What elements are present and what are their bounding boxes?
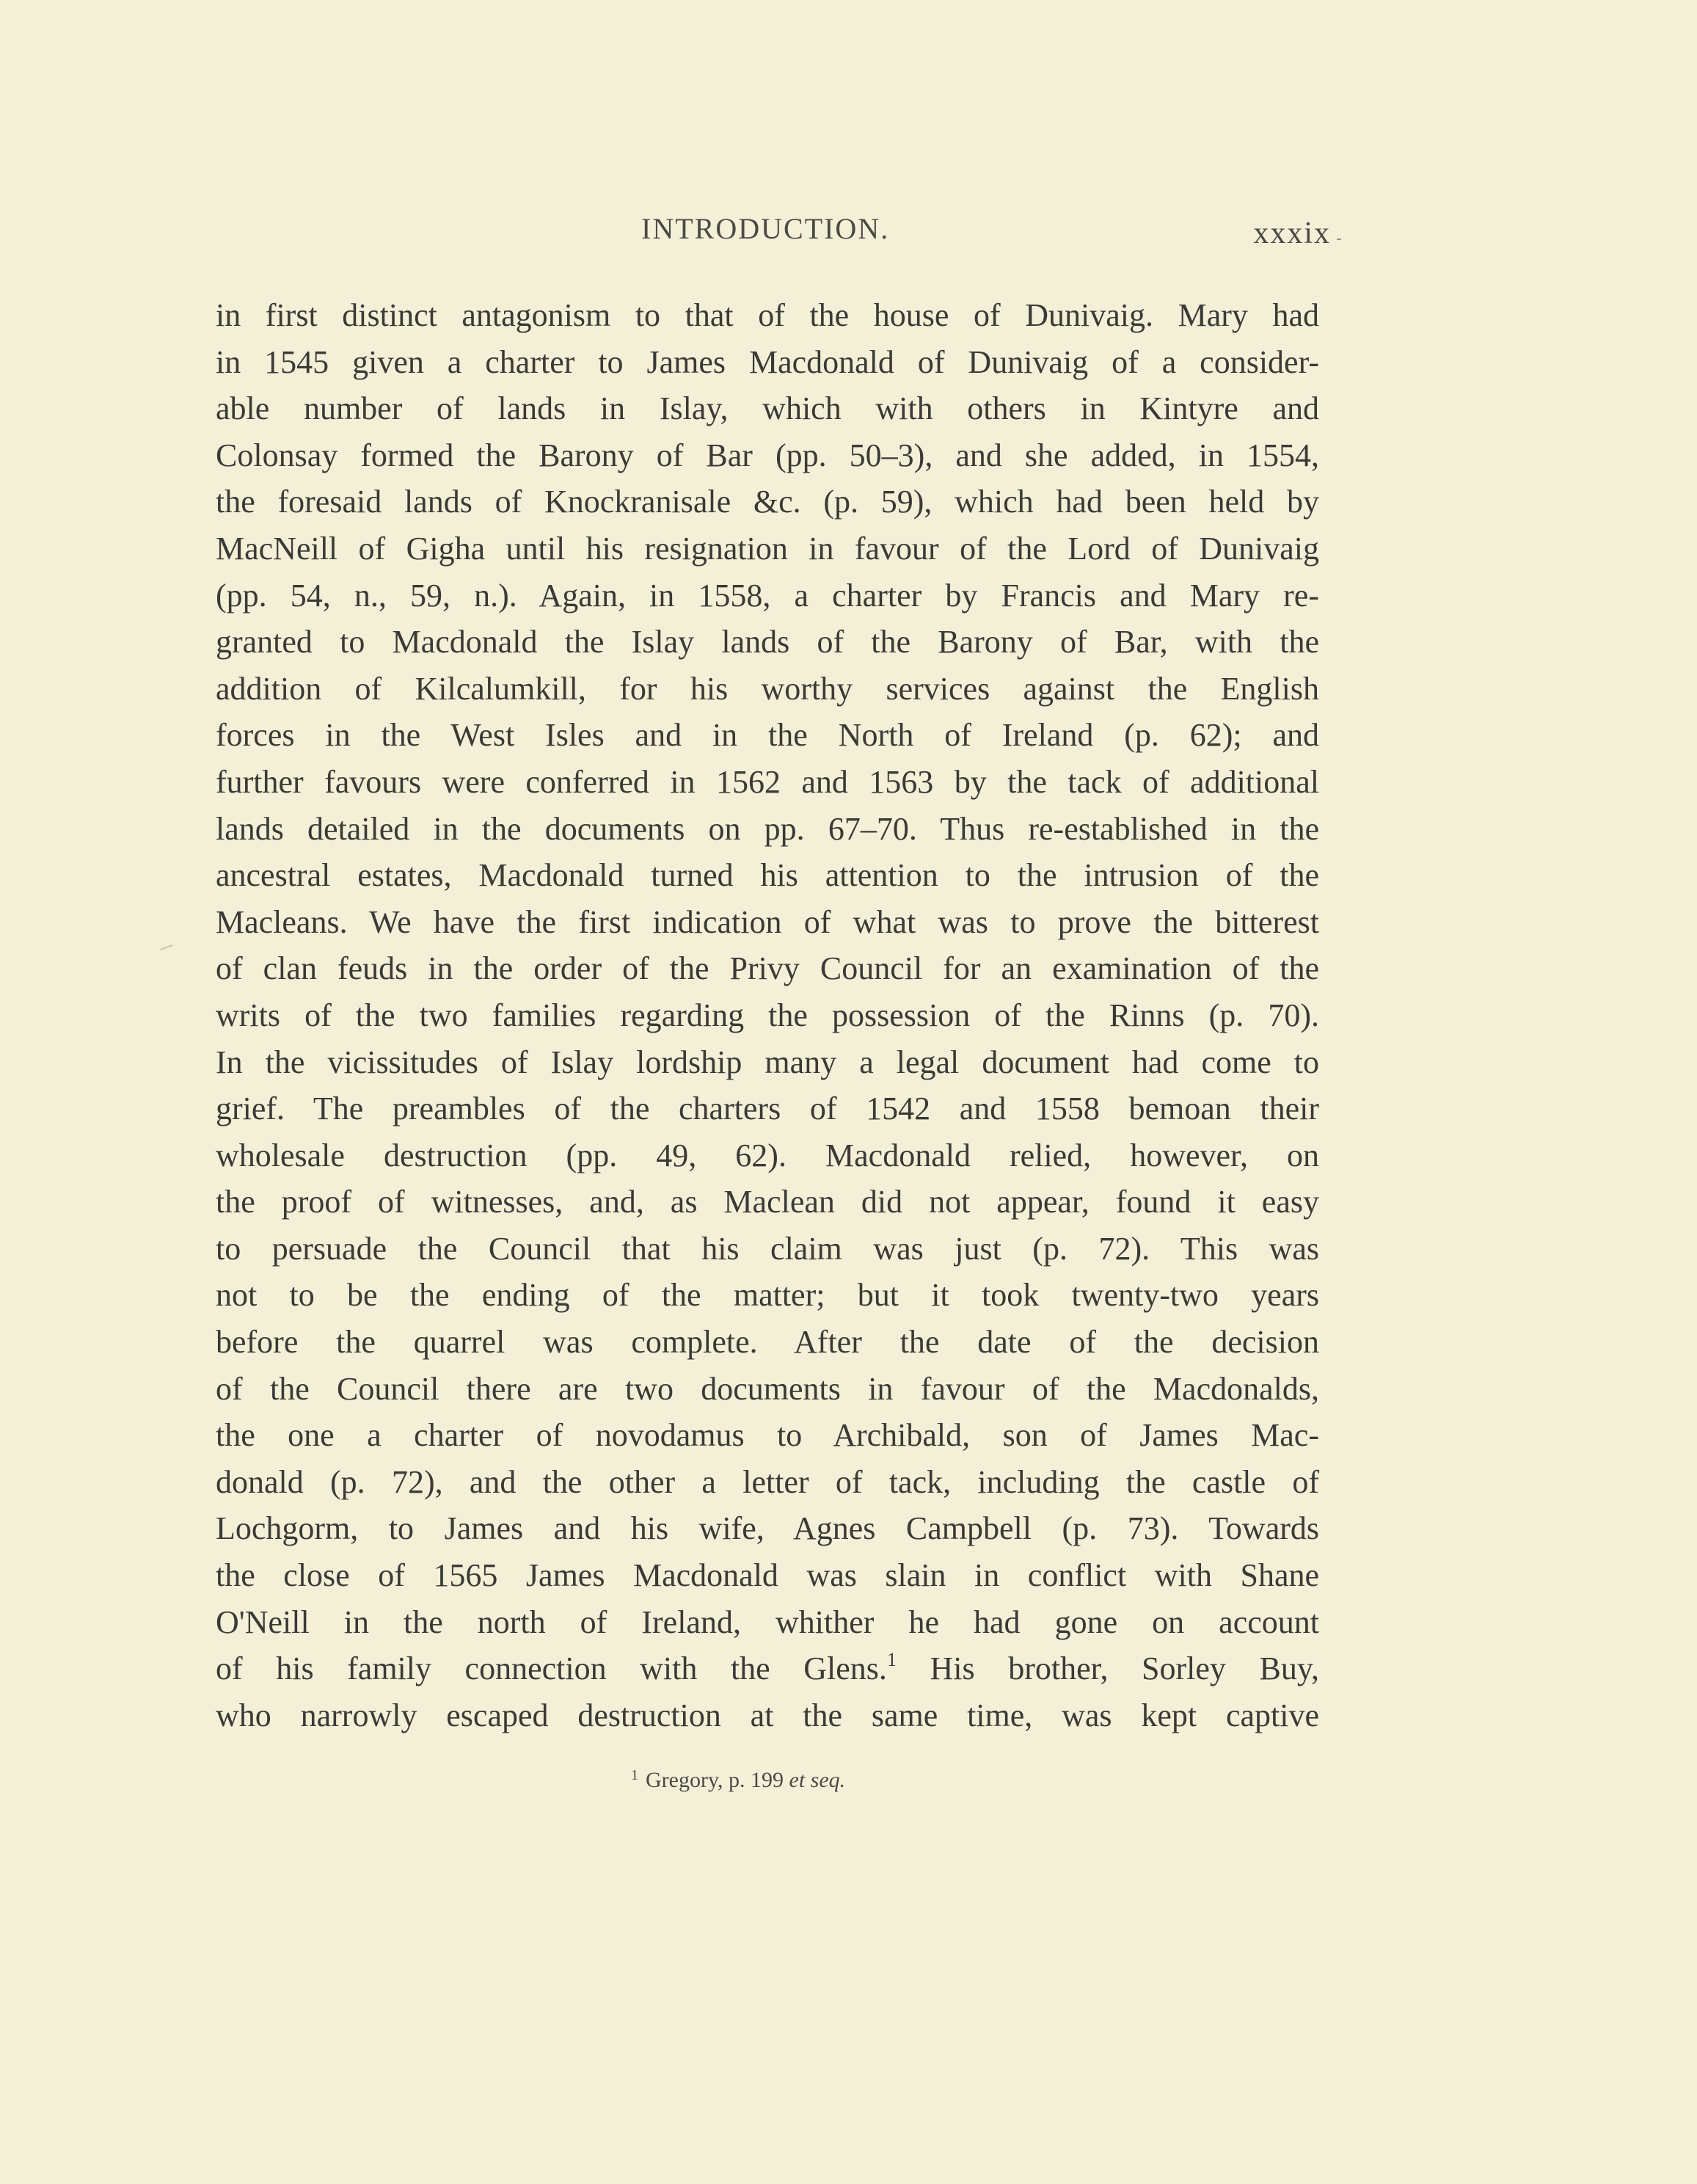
text-line: further favours were conferred in 1562 and 1563 by the tack of additional [216, 763, 1319, 800]
text-line: who narrowly escaped destruction at the same time, was kept captive [216, 1697, 1319, 1733]
margin-mark [1337, 239, 1341, 240]
text-line: the foresaid lands of Knockranisale &c. (p. 59), which had been held by [216, 484, 1319, 520]
text-line: addition of Kilcalumkill, for his worthy services against the English [216, 670, 1319, 707]
page-number: xxxix [1253, 216, 1331, 250]
text-line: donald (p. 72), and the other a letter of tack, including the castle of [216, 1463, 1319, 1500]
footnote-text: Gregory, p. 199 [646, 1768, 789, 1792]
running-title: INTRODUCTION. [641, 212, 890, 245]
footnote-reference[interactable]: 1 [886, 1649, 897, 1671]
stray-mark [160, 944, 173, 950]
text-line: (pp. 54, n., 59, n.). Again, in 1558, a charter by Francis and Mary re- [216, 577, 1319, 614]
text-line: not to be the ending of the matter; but it took twenty-two years [216, 1277, 1319, 1314]
text-line: of clan feuds in the order of the Privy Council for an examination of the [216, 950, 1319, 987]
text-line: Colonsay formed the Barony of Bar (pp. 50–3), and she added, in 1554, [216, 437, 1319, 473]
text-line: wholesale destruction (pp. 49, 62). Macdonald relied, however, on [216, 1137, 1319, 1173]
text-line: In the vicissitudes of Islay lordship many a legal document had come to [216, 1044, 1319, 1080]
text-line: MacNeill of Gigha until his resignation in favour of the Lord of Dunivaig [216, 530, 1319, 567]
text-line: grief. The preambles of the charters of 1542 and 1558 bemoan their [216, 1091, 1319, 1127]
text-line: of the Council there are two documents in favour of the Macdonalds, [216, 1370, 1319, 1407]
text-line: ancestral estates, Macdonald turned his attention to the intrusion of the [216, 857, 1319, 894]
text-line: the close of 1565 James Macdonald was slain in conflict with Shane [216, 1557, 1319, 1594]
text-line: lands detailed in the documents on pp. 67–70. Thus re-established in the [216, 810, 1319, 847]
text-line: in 1545 given a charter to James Macdonald of Dunivaig of a consider- [216, 343, 1319, 380]
text-line: granted to Macdonald the Islay lands of the Barony of Bar, with the [216, 624, 1319, 660]
text-line: before the quarrel was complete. After the date of the decision [216, 1324, 1319, 1361]
text-line: able number of lands in Islay, which with others in Kintyre and [216, 390, 1319, 427]
footnote-mark: 1 [631, 1767, 638, 1783]
text-line: in first distinct antagonism to that of the house of Dunivaig. Mary had [216, 297, 1319, 333]
text-line: Macleans. We have the first indication of what was to prove the bitterest [216, 903, 1319, 940]
text-line: forces in the West Isles and in the North of Ireland (p. 62); and [216, 717, 1319, 754]
text-line: the proof of witnesses, and, as Maclean did not appear, found it easy [216, 1184, 1319, 1220]
running-head [216, 211, 1331, 255]
body-text [216, 292, 1319, 1739]
footnote [631, 1767, 845, 1793]
text-line: writs of the two families regarding the possession of the Rinns (p. 70). [216, 997, 1319, 1033]
text-line: Lochgorm, to James and his wife, Agnes Campbell (p. 73). Towards [216, 1510, 1319, 1547]
text-line: to persuade the Council that his claim was just (p. 72). This was [216, 1230, 1319, 1267]
text-line: O'Neill in the north of Ireland, whither he had gone on account [216, 1604, 1319, 1640]
text-line-with-footnote [216, 1645, 1319, 1692]
text-line: the one a charter of novodamus to Archibald, son of James Mac- [216, 1417, 1319, 1454]
line-text: of his family connection with the Glens. [216, 1650, 887, 1687]
line-text: His brother, Sorley Buy, [896, 1650, 1319, 1687]
footnote-italic: et seq. [789, 1768, 846, 1792]
